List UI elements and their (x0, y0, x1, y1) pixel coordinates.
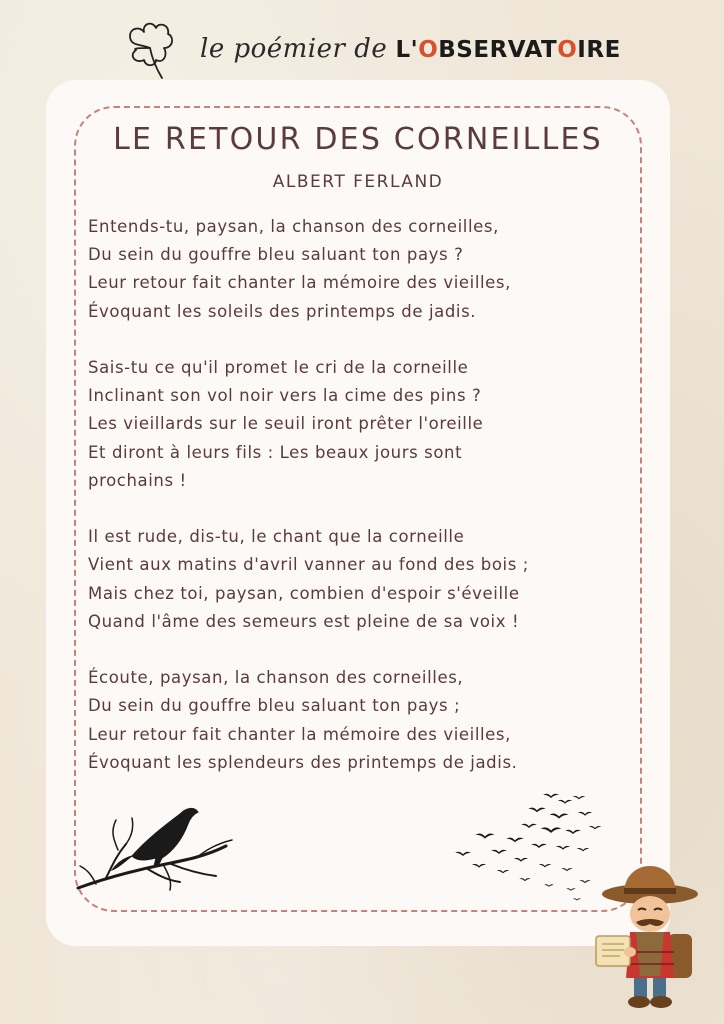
poem-stanza (88, 213, 628, 326)
poem-line: Mais chez toi, paysan, combien d'espoir s'éveille (88, 583, 520, 603)
bird-flock-icon (455, 785, 605, 915)
poem-line: Évoquant les soleils des printemps de jadis. (88, 301, 477, 321)
bird-silhouette (506, 838, 524, 843)
bird-silhouette (544, 884, 554, 887)
brand-o-accent: O (557, 37, 578, 63)
bird-silhouette (521, 824, 537, 828)
bird-silhouette (539, 864, 552, 867)
bird-silhouette (561, 868, 572, 871)
poem-author: ALBERT FERLAND (272, 172, 444, 192)
poem-line: Écoute, paysan, la chanson des corneilles, (88, 668, 464, 688)
brand-o-accent: O (418, 37, 439, 63)
poem-title: LE RETOUR DES CORNEILLES (113, 122, 603, 157)
brand-end: IRE (577, 37, 621, 63)
brand-title (200, 34, 621, 64)
poem-line: prochains ! (88, 470, 187, 490)
bird-silhouette (565, 830, 581, 834)
bird-silhouette (573, 898, 581, 900)
poem-line: Il est rude, dis-tu, le chant que la corneille (88, 527, 465, 547)
poem-stanza (88, 354, 628, 495)
bird-silhouette (514, 858, 528, 862)
bird-silhouette (497, 870, 510, 873)
poem-body (88, 213, 628, 777)
explorer-character-icon (590, 860, 705, 1010)
brand-observatoire (396, 37, 621, 63)
poem-line: Vient aux matins d'avril vanner au fond des bois ; (88, 555, 529, 575)
bird-silhouette (475, 834, 494, 839)
poem-stanza (88, 523, 628, 636)
poem-line: Inclinant son vol noir vers la cime des pins ? (88, 386, 482, 406)
bird-silhouette (549, 814, 568, 819)
brand-middle: BSERVAT (438, 37, 558, 63)
clover-icon (122, 20, 178, 82)
poem-line: Entends-tu, paysan, la chanson des corneilles, (88, 217, 499, 236)
poem-stanza (88, 664, 628, 777)
bird-silhouette (491, 850, 507, 854)
bird-silhouette (573, 796, 586, 799)
brand-prefix: L' (395, 37, 419, 63)
poem-line: Du sein du gouffre bleu saluant ton pays ? (88, 245, 464, 265)
bird-silhouette (566, 888, 576, 891)
bird-silhouette (472, 864, 486, 868)
poem-line: Quand l'âme des semeurs est pleine de sa voix ! (88, 611, 520, 631)
bird-silhouette (558, 800, 572, 804)
bird-silhouette (528, 808, 546, 813)
poem-line: Leur retour fait chanter la mémoire des vieilles, (88, 724, 511, 744)
bird-silhouette (519, 878, 530, 881)
brand-script-text: le poémier de (200, 34, 388, 64)
bird-silhouette (455, 852, 471, 856)
bird-silhouette (556, 846, 570, 850)
poem-line: Les vieillards sur le seuil iront prêter l'oreille (88, 414, 484, 434)
bird-silhouette (543, 794, 559, 798)
bird-silhouette (579, 880, 590, 883)
bird-silhouette (589, 826, 602, 829)
bird-silhouette (541, 827, 562, 833)
poem-line: Du sein du gouffre bleu saluant ton pays ; (88, 696, 461, 716)
poem-line: Leur retour fait chanter la mémoire des vieilles, (88, 273, 511, 293)
poem-line: Et diront à leurs fils : Les beaux jours sont (88, 442, 463, 462)
bird-silhouette (531, 844, 547, 848)
poem-line: Sais-tu ce qu'il promet le cri de la corneille (88, 358, 469, 377)
poem-line: Évoquant les splendeurs des printemps de jadis. (88, 752, 518, 772)
bird-silhouette (578, 812, 592, 816)
bird-silhouette (577, 848, 590, 851)
header (0, 12, 724, 82)
crow-on-branch-icon (76, 800, 236, 895)
